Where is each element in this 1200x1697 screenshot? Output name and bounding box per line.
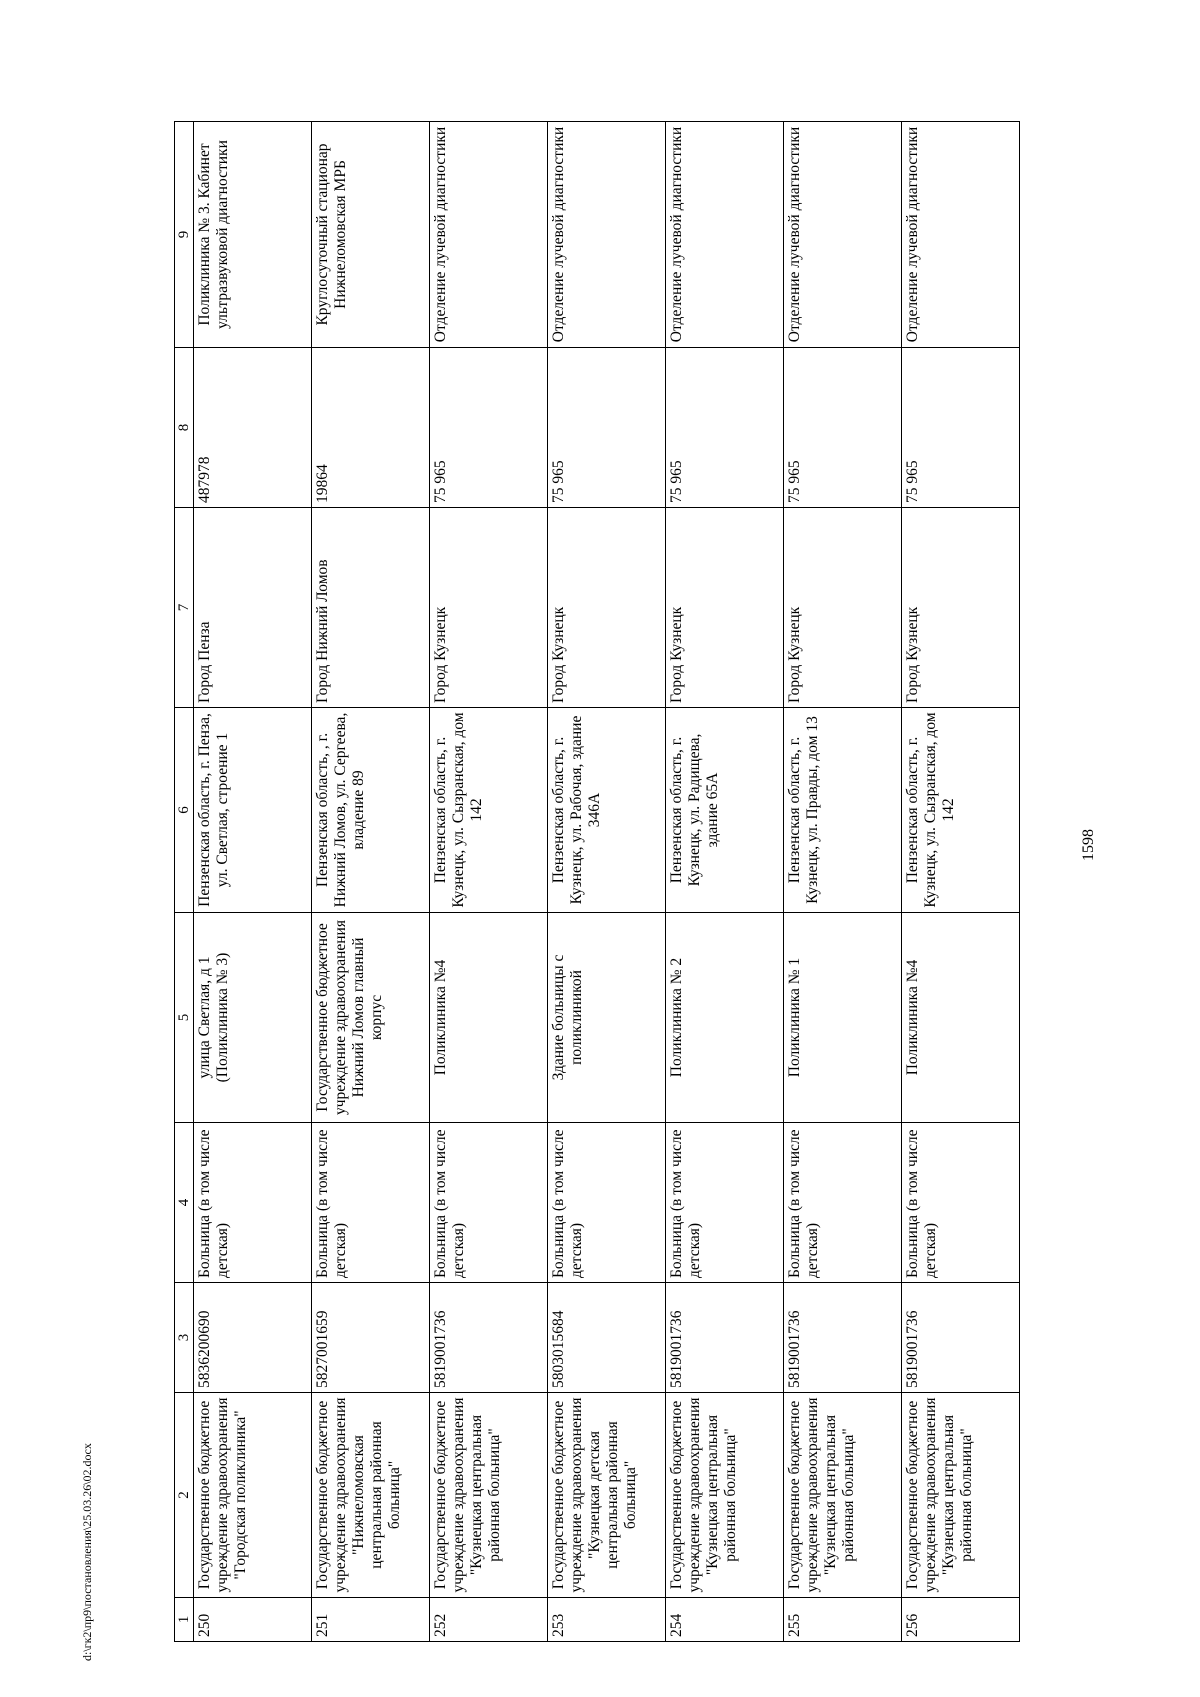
- facility-type-cell: Больница (в том числе детская): [312, 1123, 430, 1283]
- address-cell: Пензенская область, г. Кузнецк, ул. Правды, дом 13: [784, 708, 902, 913]
- facility-type-cell: Больница (в том числе детская): [430, 1123, 548, 1283]
- inn-cell: 5836200690: [194, 1283, 312, 1393]
- file-path-footer: d:\гк2\пр9\постановления\25.03.26\02.docx: [80, 1443, 94, 1661]
- department-cell: Отделение лучевой диагностики: [902, 122, 1020, 348]
- count-cell: 19864: [312, 348, 430, 508]
- inn-cell: 5803015684: [548, 1283, 666, 1393]
- department-cell: Круглосуточный стационар Нижнеломовская МРБ: [312, 122, 430, 348]
- facility-type-cell: Больница (в том числе детская): [194, 1123, 312, 1283]
- address-cell: Пензенская область, г. Кузнецк, ул. Радищева, здание 65А: [666, 708, 784, 913]
- column-number-1: 1: [175, 1598, 194, 1642]
- column-number-8: 8: [175, 348, 194, 508]
- table-row: [430, 122, 548, 1642]
- row-number-cell: 250: [194, 1598, 312, 1642]
- row-number-cell: 253: [548, 1598, 666, 1642]
- building-name-cell: Поликлиника №4: [902, 913, 1020, 1123]
- city-cell: Город Кузнецк: [902, 508, 1020, 708]
- column-number-6: 6: [175, 708, 194, 913]
- row-number-cell: 251: [312, 1598, 430, 1642]
- facility-type-cell: Больница (в том числе детская): [666, 1123, 784, 1283]
- address-cell: Пензенская область, г. Кузнецк, ул. Сызранская, дом 142: [430, 708, 548, 913]
- building-name-cell: улица Светлая, д 1 (Поликлиника № 3): [194, 913, 312, 1123]
- building-name-cell: Государственное бюджетное учреждение здравоохранения Нижний Ломов главный корпус: [312, 913, 430, 1123]
- inn-cell: 5819001736: [430, 1283, 548, 1393]
- city-cell: Город Кузнецк: [666, 508, 784, 708]
- city-cell: Город Кузнецк: [548, 508, 666, 708]
- department-cell: Поликлиника № 3. Кабинет ультразвуковой диагностики: [194, 122, 312, 348]
- organization-name-cell: Государственное бюджетное учреждение здравоохранения "Кузнецкая центральная районная больница": [784, 1393, 902, 1598]
- table-row: [902, 122, 1020, 1642]
- organization-name-cell: Государственное бюджетное учреждение здравоохранения "Нижнеломовская центральная районная больница": [312, 1393, 430, 1598]
- inn-cell: 5819001736: [902, 1283, 1020, 1393]
- address-cell: Пензенская область, , г. Нижний Ломов, ул. Сергеева, владение 89: [312, 708, 430, 913]
- count-cell: 75 965: [430, 348, 548, 508]
- row-number-cell: 252: [430, 1598, 548, 1642]
- column-number-4: 4: [175, 1123, 194, 1283]
- row-number-cell: 256: [902, 1598, 1020, 1642]
- building-name-cell: Поликлиника № 2: [666, 913, 784, 1123]
- facilities-table: [174, 121, 1020, 1642]
- building-name-cell: Поликлиника № 1: [784, 913, 902, 1123]
- column-number-5: 5: [175, 913, 194, 1123]
- table-row: [666, 122, 784, 1642]
- row-number-cell: 254: [666, 1598, 784, 1642]
- column-number-3: 3: [175, 1283, 194, 1393]
- department-cell: Отделение лучевой диагностики: [430, 122, 548, 348]
- column-number-2: 2: [175, 1393, 194, 1598]
- table-body: [175, 122, 1020, 1642]
- city-cell: Город Кузнецк: [430, 508, 548, 708]
- organization-name-cell: Государственное бюджетное учреждение здравоохранения "Городская поликлиника": [194, 1393, 312, 1598]
- organization-name-cell: Государственное бюджетное учреждение здравоохранения "Кузнецкая детская центральная районная больница": [548, 1393, 666, 1598]
- inn-cell: 5819001736: [784, 1283, 902, 1393]
- table-row: [548, 122, 666, 1642]
- city-cell: Город Кузнецк: [784, 508, 902, 708]
- city-cell: Город Нижний Ломов: [312, 508, 430, 708]
- organization-name-cell: Государственное бюджетное учреждение здравоохранения "Кузнецкая центральная районная больница": [666, 1393, 784, 1598]
- facility-type-cell: Больница (в том числе детская): [902, 1123, 1020, 1283]
- building-name-cell: Здание больницы с поликлиникой: [548, 913, 666, 1123]
- address-cell: Пензенская область, г. Кузнецк, ул. Сызранская, дом 142: [902, 708, 1020, 913]
- table-row: [784, 122, 902, 1642]
- facility-type-cell: Больница (в том числе детская): [548, 1123, 666, 1283]
- table-row: [194, 122, 312, 1642]
- count-cell: 75 965: [548, 348, 666, 508]
- department-cell: Отделение лучевой диагностики: [784, 122, 902, 348]
- address-cell: Пензенская область, г. Пенза, ул. Светлая, строение 1: [194, 708, 312, 913]
- organization-name-cell: Государственное бюджетное учреждение здравоохранения "Кузнецкая центральная районная больница": [430, 1393, 548, 1598]
- inn-cell: 5827001659: [312, 1283, 430, 1393]
- building-name-cell: Поликлиника №4: [430, 913, 548, 1123]
- header-row: [175, 122, 194, 1642]
- department-cell: Отделение лучевой диагностики: [666, 122, 784, 348]
- count-cell: 75 965: [666, 348, 784, 508]
- facility-type-cell: Больница (в том числе детская): [784, 1123, 902, 1283]
- department-cell: Отделение лучевой диагностики: [548, 122, 666, 348]
- page-number: 1598: [1080, 829, 1097, 861]
- count-cell: 75 965: [902, 348, 1020, 508]
- count-cell: 75 965: [784, 348, 902, 508]
- column-number-9: 9: [175, 122, 194, 348]
- address-cell: Пензенская область, г. Кузнецк, ул. Рабочая, здание 346А: [548, 708, 666, 913]
- city-cell: Город Пенза: [194, 508, 312, 708]
- inn-cell: 5819001736: [666, 1283, 784, 1393]
- column-number-7: 7: [175, 508, 194, 708]
- organization-name-cell: Государственное бюджетное учреждение здравоохранения "Кузнецкая центральная районная больница": [902, 1393, 1020, 1598]
- row-number-cell: 255: [784, 1598, 902, 1642]
- table-row: [312, 122, 430, 1642]
- count-cell: 487978: [194, 348, 312, 508]
